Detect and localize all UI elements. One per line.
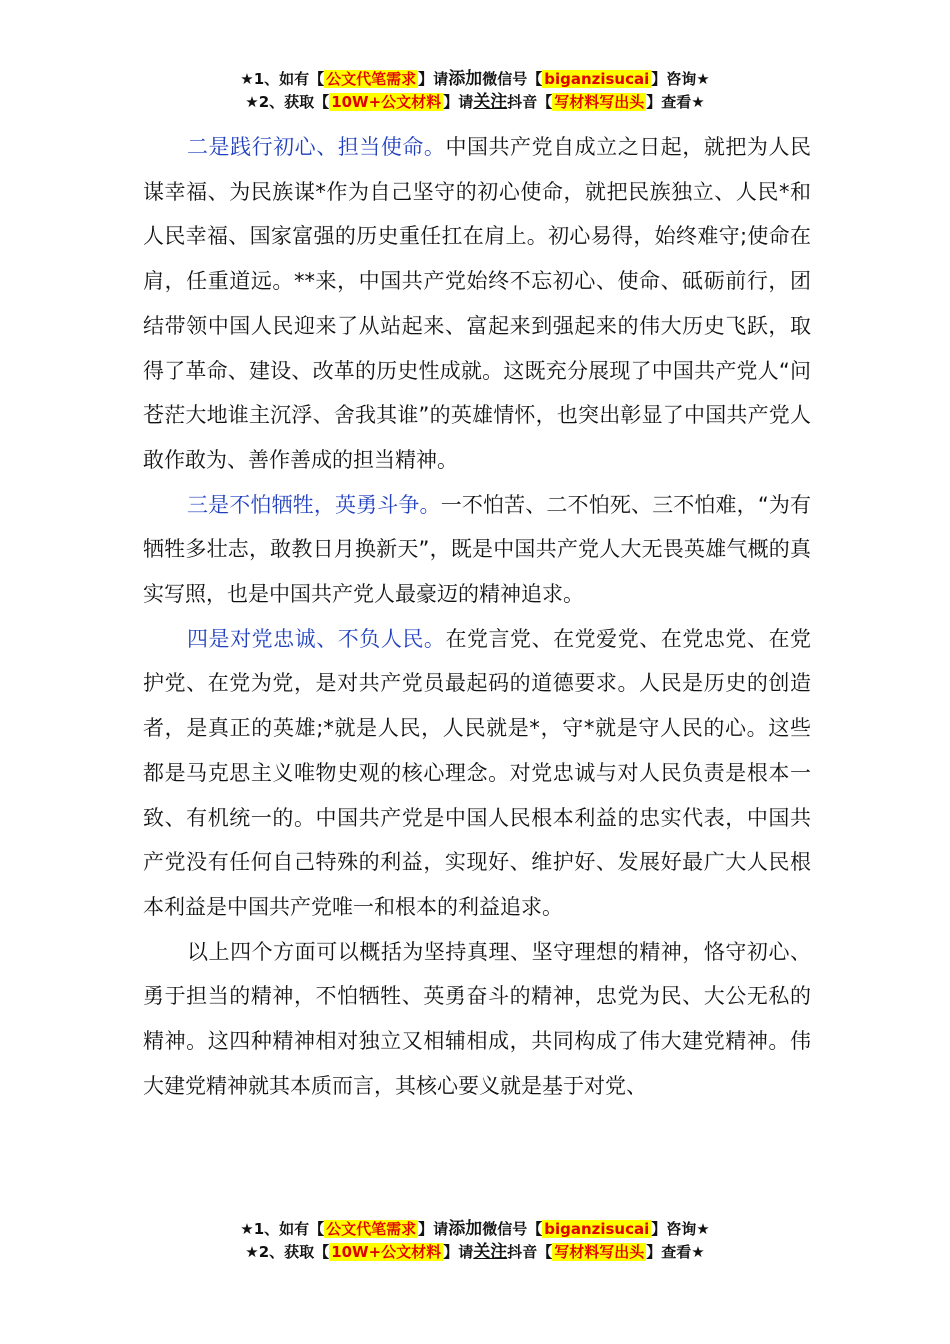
banner-line-2: ★2、获取【 10W+公文材料 】请关注抖音【 写材料写出头 】查看★	[245, 92, 705, 112]
paragraph-text: 一不怕苦、二不怕死、三不怕难，“为有牺牲多壮志，敢教日月换新天”，既是中国共产党人大无畏英雄气概的真实写照，也是中国共产党人最豪迈的精神追求。	[143, 492, 811, 607]
highlight-wechat-id: biganzisucai	[544, 1220, 650, 1238]
paragraph	[143, 483, 811, 617]
highlight-materials: 10W+公文材料	[331, 93, 442, 111]
paragraph-lead: 二是践行初心、担当使命。	[187, 135, 446, 159]
paragraph	[143, 617, 811, 930]
highlight-materials: 10W+公文材料	[331, 1243, 442, 1261]
paragraph	[143, 930, 811, 1109]
highlight-service: 公文代笔需求	[326, 1220, 417, 1238]
document-body	[143, 125, 811, 1108]
paragraph-text: 在党言党、在党爱党、在党忠党、在党护党、在党为党，是对共产党员最起码的道德要求。人民是历史的创造者，是真正的英雄;*就是人民，人民就是*，守*就是守人民的心。这些都是马克思主义唯物史观的核心理念。对党忠诚与对人民负责是根本一致、有机统一的。中国共产党是中国人民根本利益的忠实代表，中国共产党没有任何自己特殊的利益，实现好、维护好、发展好最广大人民根本利益是中国共产党唯一和根本的利益追求。	[143, 626, 812, 919]
highlight-douyin-account: 写材料写出头	[554, 93, 645, 111]
paragraph-text: 中国共产党自成立之日起，就把为人民谋幸福、为民族谋*作为自己坚守的初心使命，就把民族独立、人民*和人民幸福、国家富强的历史重任扛在肩上。初心易得，始终难守;使命在肩，任重道远。**来，中国共产党始终不忘初心、使命、砥砺前行，团结带领中国人民迎来了从站起来、富起来到强起来的伟大历史飞跃，取得了革命、建设、改革的历史性成就。这既充分展现了中国共产党人“问苍茫大地谁主沉浮、舍我其谁”的英雄情怀，也突出彰显了中国共产党人敢作敢为、善作善成的担当精神。	[143, 135, 812, 472]
header-banner	[0, 68, 950, 114]
paragraph-text: 以上四个方面可以概括为坚持真理、坚守理想的精神，恪守初心、勇于担当的精神，不怕牺牲、英勇奋斗的精神，忠党为民、大公无私的精神。这四种精神相对独立又相辅相成，共同构成了伟大建党精神。伟大建党精神就其本质而言，其核心要义就是基于对党、	[143, 939, 811, 1098]
paragraph	[143, 125, 811, 483]
highlight-douyin-account: 写材料写出头	[554, 1243, 645, 1261]
banner-line-1: ★1、如有【 公文代笔需求 】请添加微信号【 biganzisucai 】咨询★	[240, 1219, 710, 1239]
footer-banner	[0, 1218, 950, 1264]
paragraph-lead: 三是不怕牺牲，英勇斗争。	[187, 492, 441, 517]
banner-line-1: ★1、如有【 公文代笔需求 】请添加微信号【 biganzisucai 】咨询★	[240, 69, 710, 89]
highlight-wechat-id: biganzisucai	[544, 70, 650, 88]
paragraph-lead: 四是对党忠诚、不负人民。	[187, 626, 446, 651]
banner-line-2: ★2、获取【 10W+公文材料 】请关注抖音【 写材料写出头 】查看★	[245, 1242, 705, 1262]
highlight-service: 公文代笔需求	[326, 70, 417, 88]
